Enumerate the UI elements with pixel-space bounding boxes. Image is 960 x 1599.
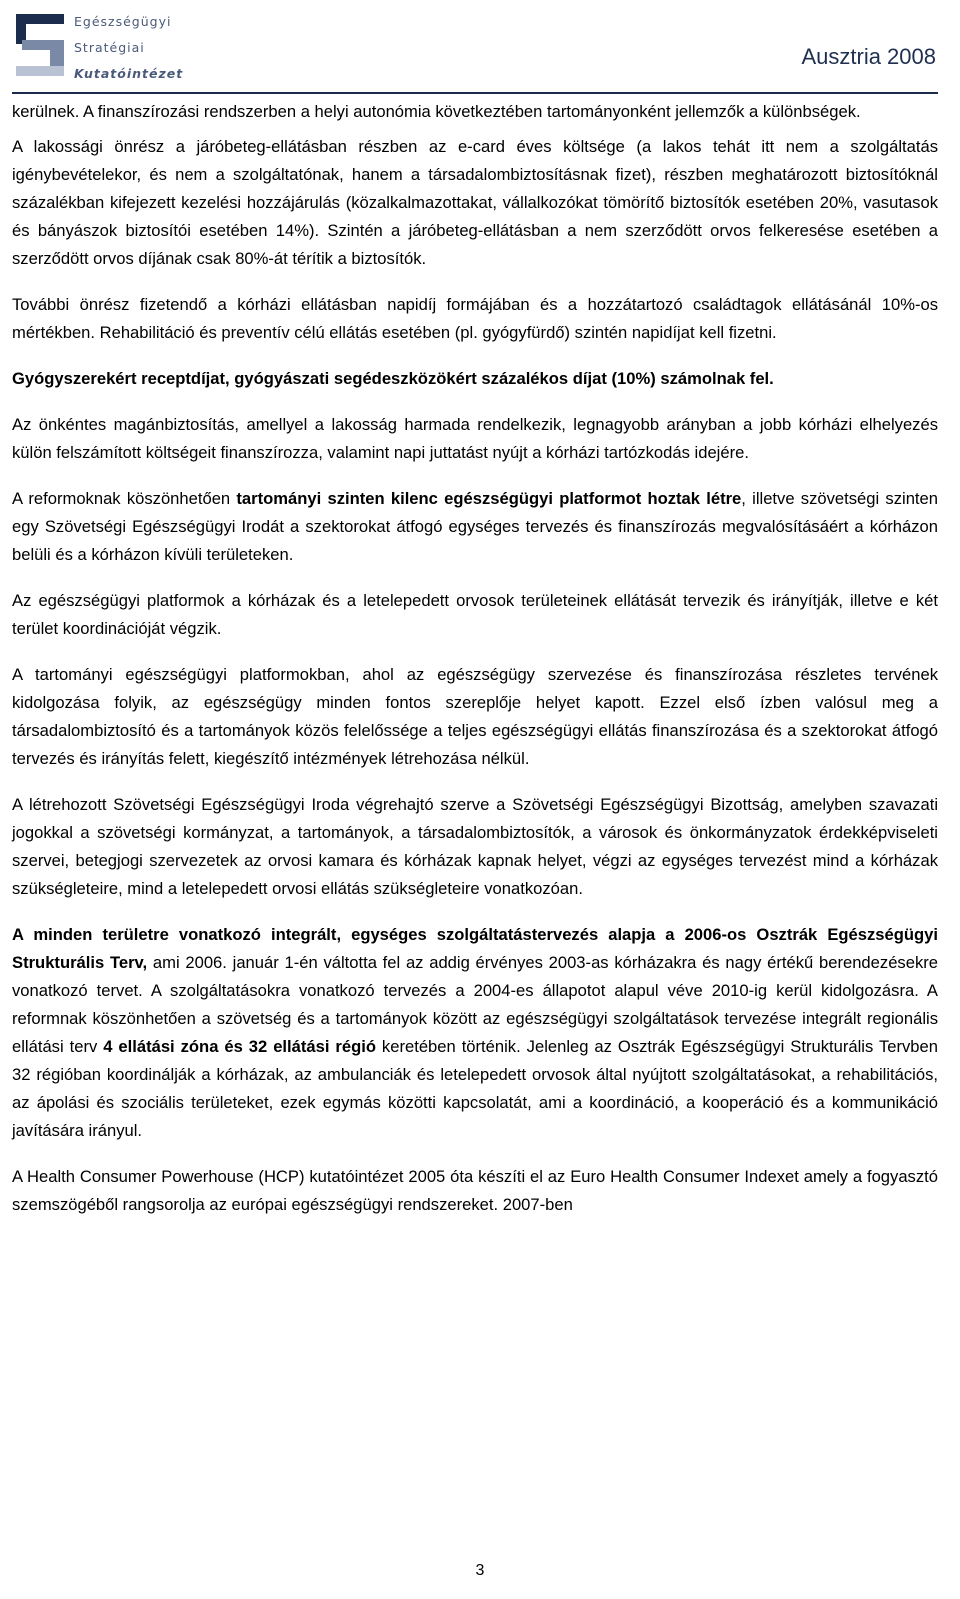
text-segment: A reformoknak köszönhetően bbox=[12, 489, 237, 508]
text-segment: Az egészségügyi platformok a kórházak és a letelepedett orvosok területeinek ellátását tervezik és irányítják, illetve e két terület koordinációját végzik. bbox=[12, 591, 938, 638]
logo-text-line3: Kutatóintézet bbox=[74, 66, 184, 81]
bold-text-segment: A minden területre vonatkozó integrált, egységes szolgáltatástervezés alapja a 2006-os Osztrák Egészségügyi Strukturális Terv, bbox=[12, 925, 938, 972]
header-divider bbox=[12, 92, 938, 94]
text-segment: További önrész fizetendő a kórházi ellátásban napidíj formájában és a hozzátartozó családtagok ellátásánál 10%-os mértékben. Rehabilitáció és preventív célú ellátás esetében (pl. gyógyfürdő) szintén napidíjat kell fizetni. bbox=[12, 295, 938, 342]
paragraph bbox=[12, 98, 938, 126]
text-segment: A létrehozott Szövetségi Egészségügyi Iroda végrehajtó szerve a Szövetségi Egészségügyi Bizottság, amelyben szavazati jogokkal a szövetségi kormányzat, a tartományok, a társadalombiztosítók, a városok és önkormányzatok érdekképviseleti szervei, betegjogi szervezetek az orvosi kamara és kórházak kapnak helyet, végzi az egységes tervezést mind a kórházak szükségleteire, mind a letelepedett orvosi ellátás szükségleteire vonatkozóan. bbox=[12, 795, 938, 898]
text-segment: A tartományi egészségügyi platformokban, ahol az egészségügy szervezése és finanszírozása részletes tervének kidolgozása folyik, az egészségügy minden fontos szereplője helyet kapott. Ezzel első ízben valósul meg a társadalombiztosító és a tartományok közös felelőssége a teljes egészségügyi ellátás finanszírozása és a szektorokat átfogó tervezés és irányítás felett, kiegészítő intézmények létrehozása nélkül. bbox=[12, 665, 938, 768]
text-segment: keretében történik. Jelenleg az Osztrák Egészségügyi Strukturális Tervben 32 régióban koordinálják a kórházak, az ambulanciák és letelepedett orvosok által nyújtott szolgáltatásokat, a rehabilitációs, az ápolási és szociális területeket, ezek egymás közötti kapcsolatát, ami a koordináció, a kooperáció és a kommunikáció javítására irányul. bbox=[12, 1037, 938, 1140]
paragraph-bold-statement bbox=[12, 365, 938, 393]
bold-text-segment: Gyógyszerekért receptdíjat, gyógyászati segédeszközökért százalékos díjat (10%) számolnak fel. bbox=[12, 369, 774, 388]
paragraph bbox=[12, 921, 938, 1145]
paragraph bbox=[12, 791, 938, 903]
document-body bbox=[12, 98, 938, 1237]
institute-logo bbox=[12, 10, 184, 84]
text-segment: Az önkéntes magánbiztosítás, amellyel a lakosság harmada rendelkezik, legnagyobb arányban a jobb kórházi elhelyezés külön felszámított költségeit finanszírozza, valamint napi juttatást nyújt a kórházi tartózkodás idejére. bbox=[12, 415, 938, 462]
paragraph bbox=[12, 587, 938, 643]
text-segment: A lakossági önrész a járóbeteg-ellátásban részben az e-card éves költsége (a lakos tehát itt nem a szolgáltatás igénybevételekor, és nem a szolgáltatónak, hanem a társadalombiztosításnak fizet), részben meghatározott biztosítóknál százalékban kifejezett kezelési hozzájárulás (közalkalmazottakat, vállalkozókat tömörítő biztosítók esetében 20%, vasutasok és bányászok biztosítói esetében 14%). Szintén a járóbeteg-ellátásban a nem szerződött orvos felkeresése esetében a szerződött orvos díjának csak 80%-át térítik a biztosítók. bbox=[12, 137, 938, 268]
logo-text-line1: Egészségügyi bbox=[74, 14, 172, 29]
bold-text-segment: 4 ellátási zóna és 32 ellátási régió bbox=[103, 1037, 376, 1056]
text-segment: kerülnek. A finanszírozási rendszerben a helyi autonómia következtében tartományonként jellemzők a különbségek. bbox=[12, 102, 861, 121]
text-segment: , illetve szövetségi szinten egy Szövetségi Egészségügyi Irodát a szektorokat átfogó egységes tervezés és finanszírozás megvalósításáért a kórházon belüli és a kórházon kívüli területeken. bbox=[12, 489, 938, 564]
logo-mark-icon bbox=[12, 10, 72, 84]
text-segment: A Health Consumer Powerhouse (HCP) kutatóintézet 2005 óta készíti el az Euro Health Consumer Indexet amely a fogyasztó szemszögéből rangsorolja az európai egészségügyi rendszereket. 2007-ben bbox=[12, 1167, 938, 1214]
page-number: 3 bbox=[475, 1562, 485, 1579]
paragraph bbox=[12, 411, 938, 467]
paragraph bbox=[12, 661, 938, 773]
paragraph bbox=[12, 1163, 938, 1219]
text-segment: ami 2006. január 1-én váltotta fel az addig érvényes 2003-as kórházakra és nagy értékű berendezésekre vonatkozó tervet. A szolgáltatásokra vonatkozó tervezés a 2004-es állapotot alapul véve 2010-ig kerül kidolgozásra. A reformnak köszönhetően a szövetség és a tartományok között az egészségügyi szolgáltatások tervezése integrált regionális ellátási terv bbox=[12, 953, 938, 1056]
bold-text-segment: tartományi szinten kilenc egészségügyi platformot hoztak létre bbox=[236, 489, 742, 508]
logo-text-line2: Stratégiai bbox=[74, 40, 145, 55]
page-header bbox=[0, 0, 960, 104]
header-title: Ausztria 2008 bbox=[801, 44, 936, 69]
paragraph bbox=[12, 485, 938, 569]
paragraph bbox=[12, 291, 938, 347]
paragraph bbox=[12, 133, 938, 273]
